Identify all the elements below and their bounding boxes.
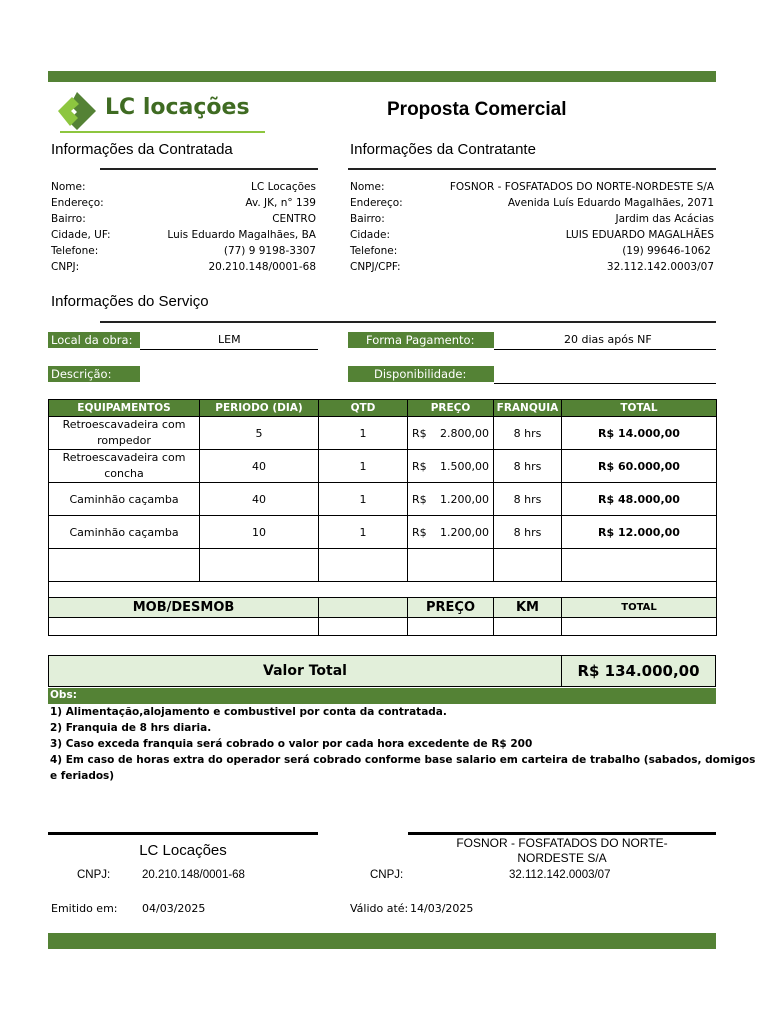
signature-right-name-2: NORDESTE S/A <box>517 851 607 865</box>
table-row <box>49 450 717 483</box>
signature-left-name: LC Locações <box>139 842 227 859</box>
obs-line: 1) Alimentação,alojamento e combustivel por conta da contratada. <box>50 706 447 718</box>
row-label: Telefone: <box>350 245 398 257</box>
disponibilidade-underline <box>494 383 716 384</box>
table-header-row <box>49 400 717 417</box>
row-label: Telefone: <box>51 245 99 257</box>
logo-icon <box>56 90 98 132</box>
right-cnpj-value: 32.112.142.0003/07 <box>509 869 611 881</box>
obs-line: 3) Caso exceda franquia será cobrado o valor por cada hora excedente de R$ 200 <box>50 738 533 750</box>
contratada-row <box>51 259 316 275</box>
row-value: Avenida Luís Eduardo Magalhães, 2071 <box>507 197 714 209</box>
preco-cell <box>408 450 494 483</box>
row-label: Nome: <box>51 181 86 193</box>
periodo-cell: 40 <box>200 483 319 516</box>
qtd-cell: 1 <box>319 417 408 450</box>
currency: R$ <box>412 525 427 539</box>
preco-value: 1.500,00 <box>440 459 489 473</box>
contratada-row <box>51 243 316 259</box>
preco-cell <box>408 483 494 516</box>
obs-line: 2) Franquia de 8 hrs diaria. <box>50 722 212 734</box>
row-label: Endereço: <box>51 197 104 209</box>
contratante-rule <box>348 168 716 170</box>
contratante-heading: Informações da Contratante <box>350 141 536 158</box>
equip-cell: Retroescavadeira com concha <box>49 450 200 483</box>
total-cell: R$ 48.000,00 <box>562 483 717 516</box>
signature-right-name-1: FOSNOR - FOSFATADOS DO NORTE- <box>456 836 668 850</box>
qtd-cell: 1 <box>319 450 408 483</box>
valido-label: Válido até: <box>350 902 409 915</box>
servico-heading: Informações do Serviço <box>51 293 209 310</box>
equip-cell: Retroescavadeira com rompedor <box>49 417 200 450</box>
periodo-cell: 5 <box>200 417 319 450</box>
bottom-bar <box>48 933 716 949</box>
equip-cell: Caminhão caçamba <box>49 483 200 516</box>
row-value: (77) 9 9198-3307 <box>223 245 316 257</box>
table-row <box>49 483 717 516</box>
mob-km: KM <box>494 598 562 618</box>
left-cnpj-label: CNPJ: <box>77 869 111 881</box>
preco-value: 1.200,00 <box>440 525 489 539</box>
table-row <box>49 417 717 450</box>
valor-total-value: R$ 134.000,00 <box>577 662 700 680</box>
emitido-label: Emitido em: <box>51 902 118 915</box>
logo-underline <box>60 131 265 133</box>
top-bar <box>48 71 716 82</box>
col-header: PERIODO (DIA) <box>200 400 319 417</box>
row-label: Nome: <box>350 181 385 193</box>
mob-label: MOB/DESMOB <box>49 598 319 618</box>
col-header: PREÇO <box>408 400 494 417</box>
logo <box>56 88 268 136</box>
contratada-row <box>51 195 316 211</box>
row-value: LUIS EDUARDO MAGALHÃES <box>565 229 714 241</box>
valor-total-label: Valor Total <box>263 663 347 679</box>
mob-header-row <box>49 598 717 618</box>
row-value: 32.112.142.0003/07 <box>606 261 714 273</box>
signature-line-right <box>408 832 716 835</box>
preco-cell <box>408 516 494 549</box>
row-value: Av. JK, n° 139 <box>245 197 316 209</box>
franquia-cell: 8 hrs <box>494 516 562 549</box>
obs-line: 4) Em caso de horas extra do operador será cobrado conforme base salario em carteira de trabalho (sabados, domigos <box>50 754 756 766</box>
row-value: (19) 99646-1062 <box>622 245 711 257</box>
total-cell: R$ 60.000,00 <box>562 450 717 483</box>
col-header: QTD <box>319 400 408 417</box>
franquia-cell: 8 hrs <box>494 417 562 450</box>
forma-pagamento-underline <box>494 349 716 350</box>
row-label: Bairro: <box>350 213 385 225</box>
signature-line-left <box>48 832 318 835</box>
total-cell: R$ 14.000,00 <box>562 417 717 450</box>
col-header: FRANQUIA <box>494 400 562 417</box>
row-label: Cidade: <box>350 229 391 241</box>
local-obra-underline <box>140 349 318 350</box>
contratante-row <box>350 243 714 259</box>
periodo-cell: 40 <box>200 450 319 483</box>
row-label: Endereço: <box>350 197 403 209</box>
row-value: Luis Eduardo Magalhães, BA <box>167 229 316 241</box>
contratante-row <box>350 211 714 227</box>
obs-label: Obs: <box>50 689 77 701</box>
mob-row <box>49 618 717 636</box>
servico-rule <box>100 321 716 323</box>
table-row-spacer <box>49 582 717 598</box>
local-obra-label: Local da obra: <box>48 332 140 348</box>
row-label: Cidade, UF: <box>51 229 111 241</box>
contratante-row <box>350 259 714 275</box>
row-label: CNPJ: <box>51 261 80 273</box>
currency: R$ <box>412 492 427 506</box>
contratante-row <box>350 179 714 195</box>
mob-total: TOTAL <box>562 598 717 618</box>
total-cell: R$ 12.000,00 <box>562 516 717 549</box>
equip-cell: Caminhão caçamba <box>49 516 200 549</box>
franquia-cell: 8 hrs <box>494 450 562 483</box>
row-value: LC Locações <box>251 181 316 193</box>
emitido-value: 04/03/2025 <box>142 902 206 915</box>
row-value: CENTRO <box>272 213 316 225</box>
table-row-empty <box>49 549 717 582</box>
contratada-rule <box>100 168 318 170</box>
mob-preco: PREÇO <box>408 598 494 618</box>
contratada-row <box>51 211 316 227</box>
qtd-cell: 1 <box>319 483 408 516</box>
contratante-row <box>350 227 714 243</box>
preco-value: 2.800,00 <box>440 426 489 440</box>
periodo-cell: 10 <box>200 516 319 549</box>
obs-line: e feriados) <box>50 770 115 782</box>
preco-value: 1.200,00 <box>440 492 489 506</box>
right-cnpj-label: CNPJ: <box>370 869 404 881</box>
contratante-row <box>350 195 714 211</box>
contratada-heading: Informações da Contratada <box>51 141 233 158</box>
local-obra-value: LEM <box>218 333 241 346</box>
col-header: TOTAL <box>562 400 717 417</box>
table-row <box>49 516 717 549</box>
contratada-row <box>51 227 316 243</box>
valido-value: 14/03/2025 <box>410 902 474 915</box>
forma-pagamento-value: 20 dias após NF <box>564 333 652 346</box>
col-header: EQUIPAMENTOS <box>49 400 200 417</box>
equipment-table <box>48 399 717 636</box>
preco-cell <box>408 417 494 450</box>
descricao-label: Descrição: <box>48 366 140 382</box>
forma-pagamento-label: Forma Pagamento: <box>348 332 494 348</box>
contratada-row <box>51 179 316 195</box>
row-label: Bairro: <box>51 213 86 225</box>
obs-bar <box>48 688 716 704</box>
disponibilidade-label: Disponibilidade: <box>348 366 494 382</box>
franquia-cell: 8 hrs <box>494 483 562 516</box>
page-title: Proposta Comercial <box>387 99 567 120</box>
row-value: FOSNOR - FOSFATADOS DO NORTE-NORDESTE S/A <box>449 181 714 193</box>
row-label: CNPJ/CPF: <box>350 261 401 273</box>
qtd-cell: 1 <box>319 516 408 549</box>
currency: R$ <box>412 459 427 473</box>
currency: R$ <box>412 426 427 440</box>
row-value: Jardim das Acácias <box>615 213 714 225</box>
valor-total-box <box>48 655 716 687</box>
brand-name: LC locações <box>105 95 250 120</box>
left-cnpj-value: 20.210.148/0001-68 <box>142 869 245 881</box>
row-value: 20.210.148/0001-68 <box>208 261 316 273</box>
